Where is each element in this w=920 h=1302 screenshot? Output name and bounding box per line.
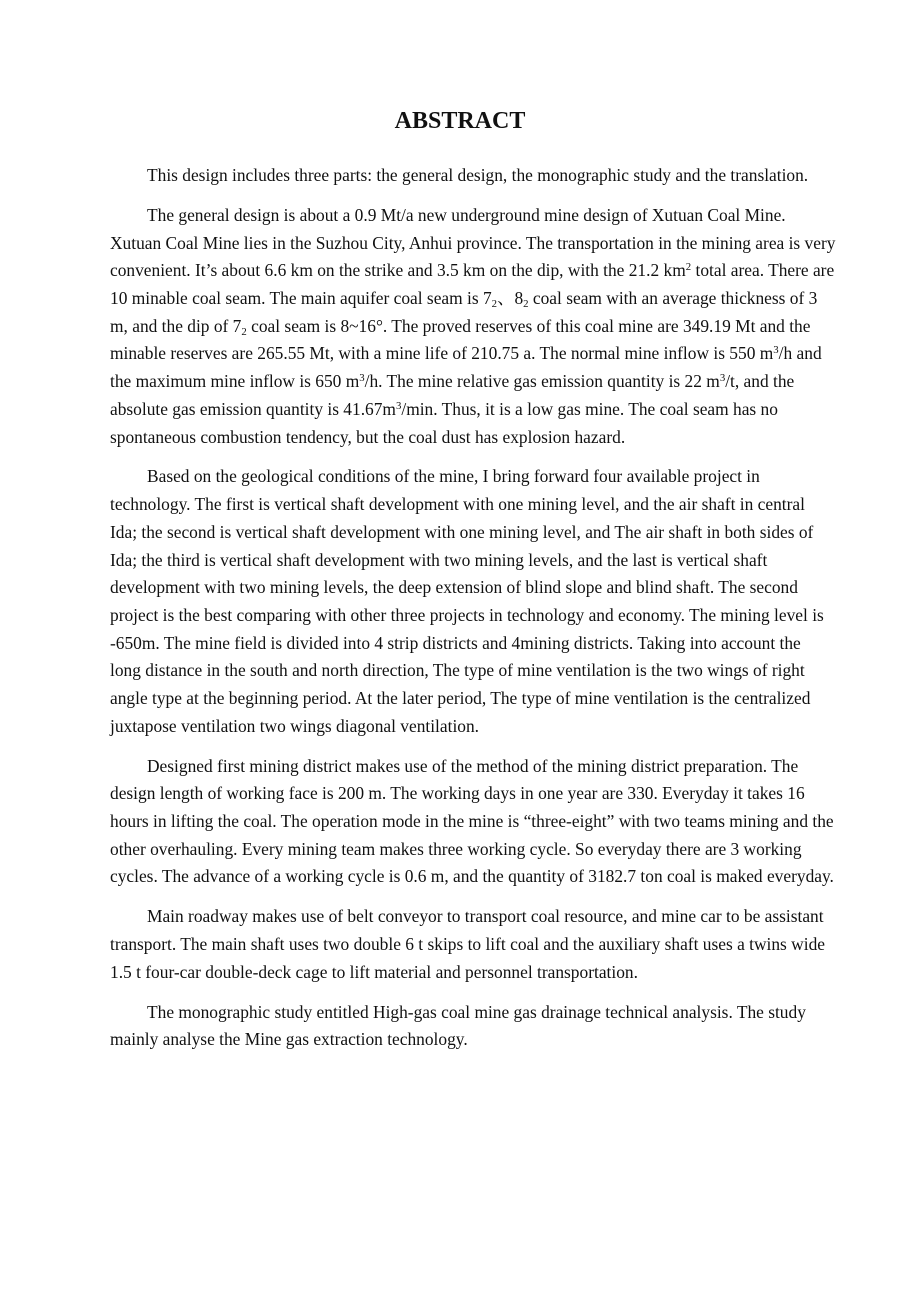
text-run: Designed first mining district makes use of the method of the mining district preparation. The design length of working face is 200 m. The working days in one year are 330. Everyday it takes 16 hours in lifting the coal. The operation mode in the mine is “three-eight” with two teams mining and the other overhauling. Every mining team makes three working cycle. So everyday there are 3 working cycles. The advance of a working cycle is 0.6 m, and the quantity of 3182.7 ton coal is maked everyday.: [110, 755, 834, 887]
text-run: coal seam with an average thickness of 3 m, and the dip of 7: [110, 288, 818, 336]
superscript: 2: [685, 261, 692, 274]
body-paragraph: [110, 999, 836, 1054]
body-paragraph: [110, 162, 836, 190]
text-run: The general design is about a 0.9 Mt/a new underground mine design of Xutuan Coal Mine. Xutuan Coal Mine lies in the Suzhou City, Anhui province. The transportation in the mining area is very convenient. It’s about 6.6 km on the strike and 3.5 km on the dip, with the 21.2 km: [110, 204, 836, 281]
superscript: 3: [719, 372, 726, 385]
text-run: The monographic study entitled High-gas coal mine gas drainage technical analysis. The study mainly analyse the Mine gas extraction technology.: [110, 1001, 806, 1050]
text-run: /min. Thus, it is a low gas mine. The coal seam has no spontaneous combustion tendency, but the coal dust has explosion hazard.: [110, 398, 778, 447]
body-paragraph: [110, 753, 836, 892]
superscript: 3: [359, 372, 365, 385]
superscript: 3: [395, 399, 402, 412]
body-paragraph: [110, 463, 836, 740]
text-run: Based on the geological conditions of the mine, I bring forward four available project in technology. The first is vertical shaft development with one mining level, and the air shaft in central Ida; the second is vertical shaft development with one mining level, and The air shaft in both sides of Ida; the third is vertical shaft development with two mining levels, and the last is vertical shaft development with two mining levels, the deep extension of blind slope and blind shaft. The second project is the best comparing with other three projects in technology and economy. The mining level is -650m. The mine field is divided into 4 strip districts and 4mining districts. Taking into account the long distance in the south and north direction, The type of mine ventilation is the two wings of right angle type at the beginning period. At the later period, The type of mine ventilation is the centralized juxtapose ventilation two wings diagonal ventilation.: [110, 466, 824, 736]
body-paragraph: [110, 903, 836, 986]
subscript: 2: [523, 298, 529, 311]
subscript: 2: [491, 298, 498, 311]
superscript: 3: [773, 344, 779, 357]
page-title: ABSTRACT: [394, 108, 526, 134]
abstract-body: [110, 162, 836, 1066]
text-run: /t, and the absolute gas emission quantity is 41.67m: [110, 371, 795, 419]
text-run: This design includes three parts: the general design, the monographic study and the translation.: [147, 165, 809, 185]
text-run: coal seam is 8~16°. The proved reserves of this coal mine are 349.19 Mt and the minable reserves are 265.55 Mt, with a mine life of 210.75 a. The normal mine inflow is 550 m: [110, 315, 811, 364]
subscript: 2: [241, 325, 247, 338]
text-run: /h. The mine relative gas emission quantity is 22 m: [364, 371, 720, 392]
text-run: /h and the maximum mine inflow is 650 m: [110, 343, 822, 392]
text-run: Main roadway makes use of belt conveyor to transport coal resource, and mine car to be assistant transport. The main shaft uses two double 6 t skips to lift coal and the auxiliary shaft uses a twins wide 1.5 t four-car double-deck cage to lift material and personnel transportation.: [110, 906, 825, 982]
text-run: total area. There are 10 minable coal seam. The main aquifer coal seam is 7: [110, 260, 835, 308]
body-paragraph: [110, 202, 836, 451]
text-run: 、8: [497, 288, 524, 308]
